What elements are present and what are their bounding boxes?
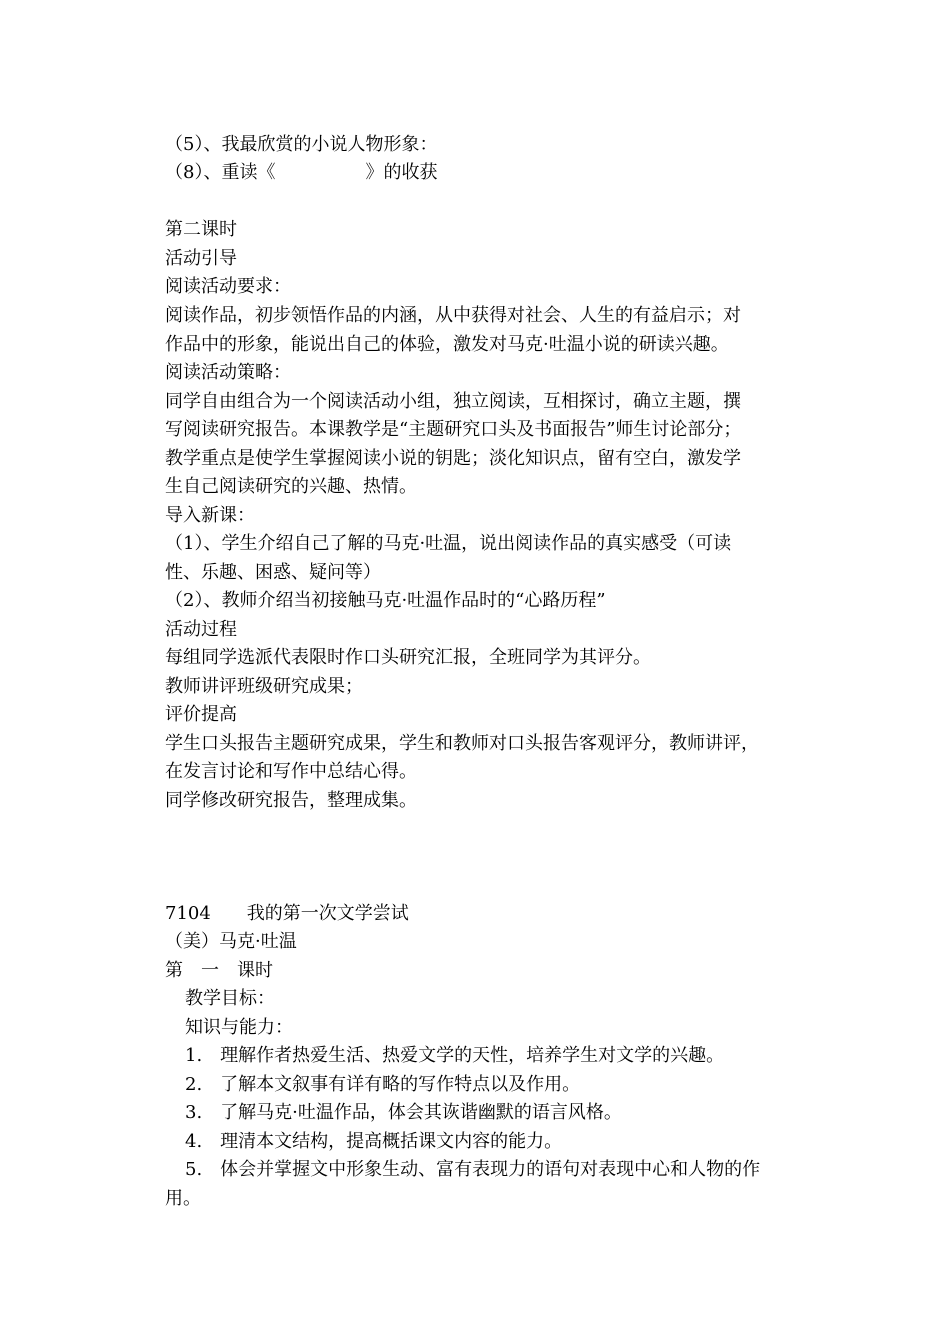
- text-line: 阅读活动要求：: [165, 276, 291, 297]
- text-line: 在发言讨论和写作中总结心得。: [165, 761, 417, 782]
- list-item: 1. 理解作者热爱生活、热爱文学的天性，培养学生对文学的兴趣。: [185, 1045, 725, 1066]
- text-line: 教学目标：: [185, 988, 275, 1009]
- text-line: 阅读作品，初步领悟作品的内涵，从中获得对社会、人生的有益启示；对: [165, 305, 741, 326]
- text-line: 活动过程: [165, 619, 237, 640]
- section-heading: 第二课时: [165, 219, 237, 240]
- text-line: 导入新课：: [165, 505, 255, 526]
- list-item: 4. 理清本文结构，提高概括课文内容的能力。: [185, 1131, 563, 1152]
- text-line: （5）、我最欣赏的小说人物形象：: [165, 134, 438, 155]
- text-line: 评价提高: [165, 704, 237, 725]
- text-line: 性、乐趣、困惑、疑问等）: [165, 562, 381, 583]
- text-line: 同学自由组合为一个阅读活动小组，独立阅读，互相探讨，确立主题，撰: [165, 391, 741, 412]
- text-line: 阅读活动策略：: [165, 362, 291, 383]
- list-item: 5. 体会并掌握文中形象生动、富有表现力的语句对表现中心和人物的作: [185, 1159, 761, 1180]
- text-line: 教学重点是使学生掌握阅读小说的钥匙；淡化知识点，留有空白，激发学: [165, 448, 741, 469]
- text-line: 用。: [165, 1188, 201, 1209]
- text-line: 生自己阅读研究的兴趣、热情。: [165, 476, 417, 497]
- section-heading: 第 一 课时: [165, 960, 273, 981]
- text-line: （8）、重读《 》的收获: [165, 162, 438, 183]
- text-line: 教师讲评班级研究成果；: [165, 676, 363, 697]
- text-line: （2）、教师介绍当初接触马克·吐温作品时的“心路历程”: [165, 590, 606, 611]
- text-line: 知识与能力：: [185, 1017, 293, 1038]
- text-line: 每组同学选派代表限时作口头研究汇报，全班同学为其评分。: [165, 647, 651, 668]
- text-line: 同学修改研究报告，整理成集。: [165, 790, 417, 811]
- text-line: 作品中的形象，能说出自己的体验，激发对马克·吐温小说的研读兴趣。: [165, 334, 729, 355]
- text-line: 学生口头报告主题研究成果，学生和教师对口头报告客观评分，教师讲评，: [165, 733, 759, 754]
- list-item: 2. 了解本文叙事有详有略的写作特点以及作用。: [185, 1074, 581, 1095]
- author-line: （美）马克·吐温: [165, 931, 297, 952]
- list-item: 3. 了解马克·吐温作品，体会其诙谐幽默的语言风格。: [185, 1102, 622, 1123]
- lesson-title: 7104 我的第一次文学尝试: [165, 903, 409, 924]
- text-line: 写阅读研究报告。本课教学是“主题研究口头及书面报告”师生讨论部分；: [165, 419, 742, 440]
- text-line: （1）、学生介绍自己了解的马克·吐温，说出阅读作品的真实感受（可读: [165, 533, 732, 554]
- text-line: 活动引导: [165, 248, 237, 269]
